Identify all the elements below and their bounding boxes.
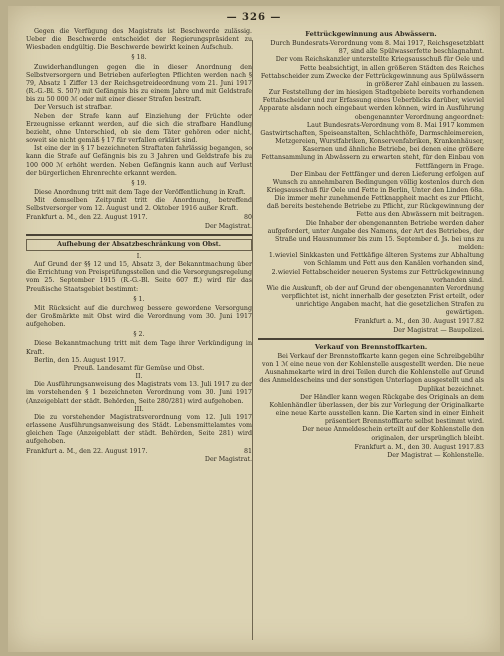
paragraph-2-title: § 2.	[133, 331, 145, 339]
signature-authority: Der Magistrat.	[204, 455, 252, 463]
signature-authority: Der Magistrat — Kohlenstelle.	[387, 451, 484, 459]
paragraph-1-text: Mit Rücksicht auf die durchweg bessere gewordene Versorgung der Großmärkte mit Obst wird die Verordnung vom 30. Juni 1917 aufgehoben.	[26, 304, 252, 329]
roman-three: III.	[134, 405, 144, 413]
signature-place-date: Frankfurt a. M., den 22. August 1917.	[26, 447, 148, 455]
article-paragraph-3: Zur Feststellung der im hiesigen Stadtgebiete bereits vorhandenen Fettabscheider und zur Erfassung eines Ueberblicks darüber, wieviel Apparate alsdann noch eingebaut werden können, wird in Ausführung obengenannter Verordnung angeordnet:	[258, 89, 484, 121]
article-2-paragraph-2: Der Händler kann wegen Rückgabe des Originals an dem Kohlenhändler überlassen, der bis zur Vorlegung der Originalkarte eine neue Karte ausstellen kann. Die Karten sind in einer Einheit präsentiert Brennstoffkarte selbst bestimmt wird.	[269, 393, 484, 426]
signature-authority: Der Magistrat.	[204, 222, 252, 230]
signature-block-3	[258, 318, 484, 334]
article-heading-2: Verkauf von Brennstoffkarten.	[314, 342, 428, 351]
article-heading: Fettrückgewinnung aus Abwässern.	[305, 30, 437, 38]
article-paragraph-1: Durch Bundesrats-Verordnung vom 8. Mai 1917, Reichsgesetzblatt 87, sind alle Spülwasserfette beschlagnahmt.	[270, 40, 484, 56]
signature-place-date: Frankfurt a. M., den 30. August 1917.	[354, 443, 476, 451]
signature-place-date: Frankfurt a. M., den 22. August 1917.	[26, 214, 148, 222]
article-paragraph-4: Laut Bundesrats-Verordnung vom 8. Mai 1917 kommen Gastwirtschaften, Speiseanstalten, Schlachthöfe, Darmschleimereien, Metzgereien, Wurstfabriken, Konservenfabriken, Krankenhäuser, Kasernen und ähnliche Betriebe, bei denen eine größere Fettansammlung in Abwässern zu erwarten steht, für den Einbau von Fettfängern in Frage.	[260, 121, 484, 170]
list-item: 1.wieviel Sinkkasten und Fettkäfige älteren Systems zur Abhaltung von Schlamm und Fett aus den Kanälen vorhanden sind,	[268, 252, 484, 268]
signature-place-date: Frankfurt a. M., den 30. August 1917.	[354, 318, 476, 326]
separator-rule	[26, 234, 252, 236]
section-19-title: § 19.	[131, 179, 147, 187]
roman-one: I.	[136, 252, 142, 260]
article-paragraph-8: Wie die Auskunft, ob der auf Grund der obengenannten Verordnung verpflichtet ist, nicht innerhalb der gesetzten Frist erteilt, oder unrichtige Angaben macht, hat die gesetzlichen Strafen zu gewärtigen.	[266, 284, 484, 317]
section-box-title: Aufhebung der Absatzbeschränkung von Obst.	[26, 239, 252, 251]
paragraph-2-text: Diese Bekanntmachung tritt mit dem Tage ihrer Verkündigung in Kraft.	[26, 340, 252, 356]
right-column	[258, 28, 484, 462]
page-number: — 326 —	[226, 12, 282, 23]
section-18-paragraph-3: Ist eine der in § 17 bezeichneten Straftaten fahrlässig begangen, so kann die Strafe auf Gefängnis bis zu 3 Jahren und Geldstrafe bis zu 100 000 ℳ erhöht werden. Neben Gefängnis kann auch auf Verlust der bürgerlichen Ehrenrechte erkannt werden.	[26, 145, 252, 177]
roman-one-place: Berlin, den 15. August 1917.	[34, 356, 126, 364]
signature-block-4	[258, 444, 484, 460]
intro-paragraph: Gegen die Verfügung des Magistrats ist Beschwerde zulässig. Ueber die Beschwerde entscheidet der Regierungspräsident zu Wiesbaden endgültig. Die Beschwerde bewirkt keinen Aufschub.	[26, 28, 252, 52]
signature-number: 83	[475, 443, 484, 451]
separator-rule	[258, 338, 484, 340]
section-18-title: § 18.	[131, 54, 147, 62]
section-18-text: Zuwiderhandlungen gegen die in dieser Anordnung den Selbstversorgern und Betrieben auferlegten Pflichten werden nach § 79, Absatz 1 Ziffer 13 der Reichsgetreideordnung vom 21. Juni 1917 (R.-G.-Bl. S. 507) mit Gefängnis bis zu einem Jahre und mit Geldstrafe bis zu 50 000 ℳ oder mit einer dieser Strafen bestraft.	[26, 63, 252, 104]
article-2-paragraph-3: Der neue Anmeldeschein erteilt auf der Kohlenstelle den originalen, der ursprünglich bleibt.	[302, 426, 484, 442]
paragraph-1-title: § 1.	[133, 295, 145, 303]
section-19-text: Diese Anordnung tritt mit dem Tage der Veröffentlichung in Kraft.	[34, 188, 246, 196]
section-18-attempt: Der Versuch ist strafbar.	[34, 104, 113, 112]
article-paragraph-6: Die immer mehr zunehmende Fettknappheit macht es zur Pflicht, daß bereits bestehende Betriebe zu Pflicht, zur Rückgewinnung der Fette aus den Abwässern mit beitragen.	[266, 195, 484, 219]
list-item: 2.wieviel Fettabscheider neueren Systems zur Fettrückgewinnung vorhanden sind.	[271, 268, 484, 284]
signature-block-2	[26, 448, 252, 464]
signature-authority: Der Magistrat — Baupolizei.	[393, 326, 484, 334]
left-column	[26, 28, 252, 466]
roman-two-text: Die Ausführungsanweisung des Magistrats vom 13. Juli 1917 zu der im vorstehenden § 1 bezeichneten Verordnung vom 30. Juni 1917 (Anzeigeblatt der städt. Behörden, Seite 280/281) wird aufgehoben.	[26, 381, 252, 405]
roman-one-authority: Preuß. Landesamt für Gemüse und Obst.	[73, 364, 205, 372]
roman-three-text: Die zu vorstehender Magistratsverordnung vom 12. Juli 1917 erlassene Ausführungsanweisung des Städt. Lebensmittelamtes vom gleichen Tage (Anzeigeblatt der städt. Behörden, Seite 281) wird aufgehoben.	[26, 413, 252, 446]
signature-number: 80	[243, 214, 252, 222]
section-18-paragraph-2: Neben der Strafe kann auf Einziehung der Früchte oder Erzeugnisse erkannt werden, auf die sich die strafbare Handlung bezieht, ohne Unterschied, ob sie dem Täter gehören oder nicht, soweit sie nicht gemäß § 17 für verfallen erklärt sind.	[26, 112, 252, 145]
article-paragraph-7: Die Inhaber der obengenannten Betriebe werden daher aufgefordert, unter Angabe des Namens, der Art des Betriebes, der Straße und Hausnummer bis zum 15. September d. Js. bei uns zu melden:	[267, 219, 484, 252]
document-page	[8, 6, 500, 652]
article-paragraph-2: Der vom Reichskanzler unterstellte Kriegsausschuß für Oele und Fette beabsichtigt, in allen größeren Städten des Reiches Fettabscheider zum Zwecke der Fettrückgewinnung aus Spülwässern in größerer Zahl einbauen zu lassen.	[260, 56, 484, 88]
numbered-list	[258, 252, 484, 285]
roman-two: II.	[135, 373, 143, 381]
column-divider	[252, 40, 253, 640]
signature-number: 81	[243, 447, 252, 455]
article-2-paragraph-1: Bei Verkauf der Brennstoffkarte kann gegen eine Schreibgebühr von 1 ℳ eine neue von der Kohlenstelle ausgestellt werden. Die neue Ausnahmekarte wird in drei Teilen durch die Kohlenstelle auf Grund des Anmeldescheins und der sonstigen Unterlagen ausgestellt und als Duplikat bezeichnet.	[259, 352, 484, 393]
section-19-paragraph-2: Mit demselben Zeitpunkt tritt die Anordnung, betreffend Selbstversorger vom 12. August und 2. Oktober 1916 außer Kraft.	[26, 197, 252, 213]
article-paragraph-5: Der Einbau der Fettfänger und deren Lieferung erfolgen auf Wunsch zu annehmbaren Bedingungen völlig kostenlos durch den Kriegsausschuß für Oele und Fette in Berlin, Unter den Linden 68a.	[266, 170, 484, 194]
signature-block-1	[26, 214, 252, 230]
signature-number: 82	[475, 318, 484, 326]
roman-one-text: Auf Grund der §§ 12 und 15, Absatz 3, der Bekanntmachung über die Errichtung von Preisprüfungsstellen und die Versorgungsregelung vom 25. September 1915 (R.-G.-Bl. Seite 607 ff.) wird für das Preußische Staatsgebiet bestimmt:	[26, 261, 252, 293]
